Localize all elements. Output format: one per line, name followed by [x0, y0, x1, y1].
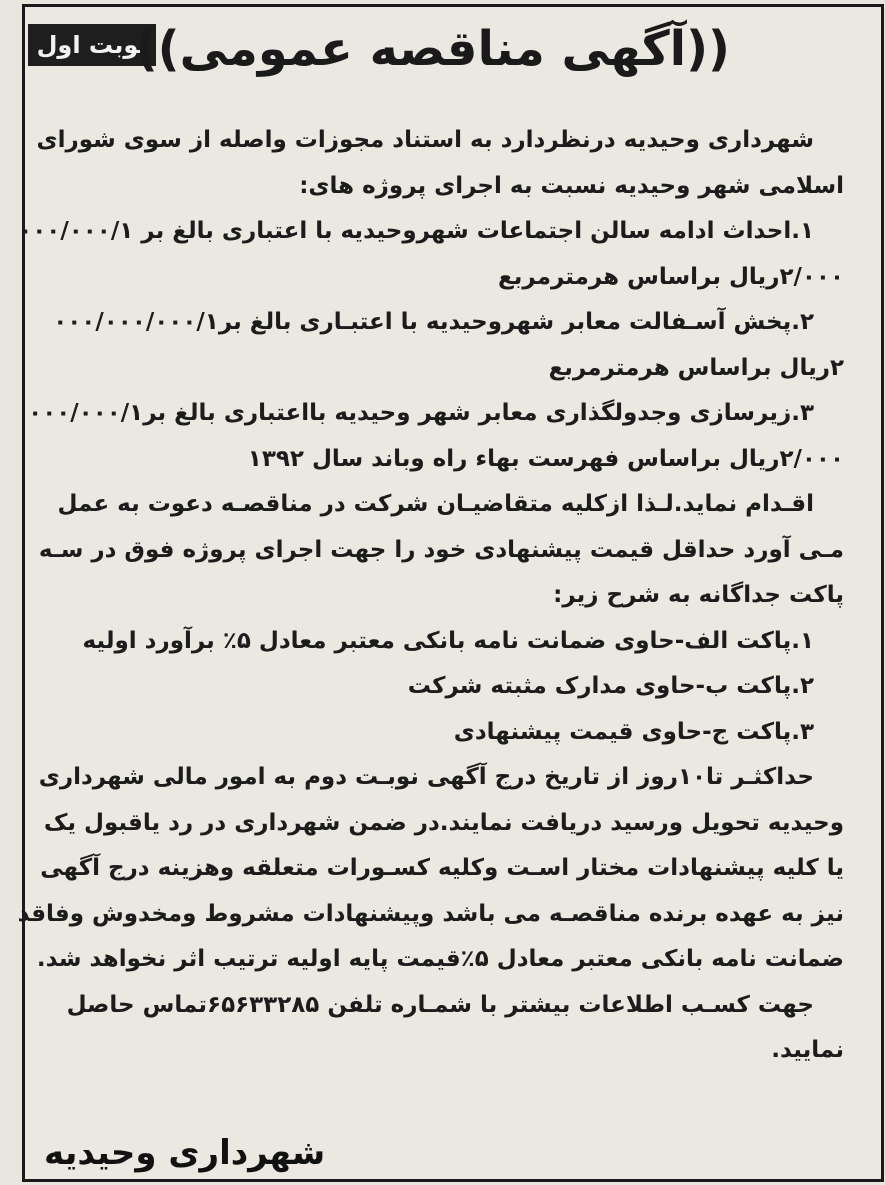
- project-item-2: ۲.پخش آسـفالت معابر شهروحیدیه با اعتبـاری بالغ بر۰۰۰/۰۰۰/۰۰۰/۱: [53, 309, 814, 335]
- body-line: اسلامی شهر وحیدیه نسبت به اجرای پروژه های:: [299, 172, 844, 199]
- envelope-item-2: ۲.پاکت ب-حاوی مدارک مثبته شرکت: [407, 673, 814, 699]
- body-line: وحیدیه تحویل ورسید دریافت نمایند.در ضمن شهرداری در رد یاقبول یک: [43, 809, 844, 836]
- body-line: مـی آورد حداقل قیمت پیشنهادی خود را جهت اجرای پروژه فوق در سـه: [38, 536, 844, 563]
- issuer-signature: [44, 1128, 844, 1178]
- contact-line: جهت کسـب اطلاعات بیشتر با شمـاره تلفن ۶۵۶۳۳۲۸۵تماس حاصل: [66, 991, 814, 1018]
- body-line: ۲ریال براساس هرمترمربع: [548, 354, 844, 381]
- body-line: پاکت جداگانه به شرح زیر:: [553, 582, 844, 608]
- body-line: شهرداری وحیدیه درنظردارد به استناد مجوزات واصله از سوی شورای: [36, 127, 814, 153]
- body-line: نمایید.: [771, 1037, 844, 1063]
- envelope-item-1: ۱.پاکت الف-حاوی ضمانت نامه بانکی معتبر معادل ۵٪ برآورد اولیه: [82, 627, 814, 654]
- issuer-name: شهرداری وحیدیه: [44, 1133, 326, 1173]
- body-line: ۲/۰۰۰ریال براساس هرمترمربع: [498, 263, 844, 290]
- body-line: اقـدام نماید.لـذا ازکلیه متقاضیـان شرکت در مناقصـه دعوت به عمل: [57, 491, 814, 517]
- body-line: ضمانت نامه بانکی معتبر معادل ۵٪قیمت پایه اولیه ترتیب اثر نخواهد شد.: [36, 946, 844, 972]
- envelope-item-3: ۳.پاکت ج-حاوی قیمت پیشنهادی: [453, 718, 814, 745]
- notice-body: [17, 118, 844, 1074]
- body-line: ۲/۰۰۰ریال براساس فهرست بهاء راه وباند سال ۱۳۹۲: [247, 445, 844, 472]
- project-item-3: ۳.زیرسازی وجدولگذاری معابر شهر وحیدیه بااعتباری بالغ بر۰۰۰/۰۰۰/۱: [28, 400, 814, 426]
- body-line: یا کلیه پیشنهادات مختار اسـت وکلیه کسـورات متعلقه وهزینه درج آگهی: [40, 855, 844, 881]
- body-line: نیز به عهده برنده مناقصـه می باشد وپیشنهادات مشروط ومخدوش وفاقد: [17, 900, 844, 927]
- body-line: حداکثـر تا۱۰روز از تاریخ درج آگهی نوبـت دوم به امور مالی شهرداری: [38, 764, 814, 790]
- project-item-1: ۱.احداث ادامه سالن اجتماعات شهروحیدیه با اعتباری بالغ بر ۰۰۰/۰۰۰/۱: [18, 218, 814, 244]
- publication-round-badge: نوبت اول: [28, 24, 156, 66]
- notice-title: ((آگهی مناقصه عمومی)): [135, 21, 730, 77]
